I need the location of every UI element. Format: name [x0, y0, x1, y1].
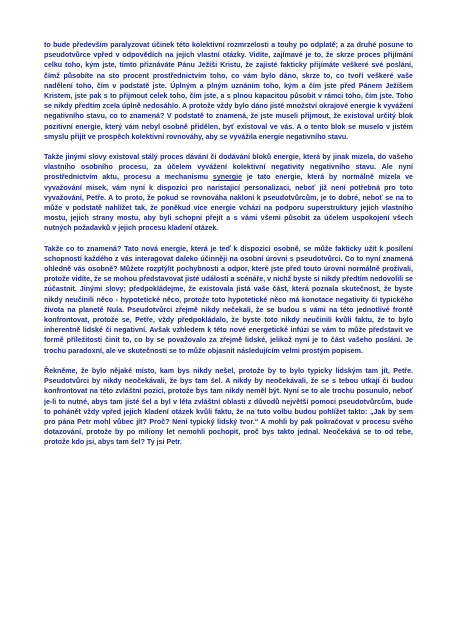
document-page	[44, 40, 413, 458]
paragraph-1: to bude především paralyzovat účinek této kolektivní rozmrzelosti a touhy po odplatě; a za druhé posune to pseudotvůrce vpřed v odpovědích na jejich vlastní otázky. Vidíte, zajímavé je to, že skrze proces přijímání celku toho, kým jste, tímto přiznáváte Pánu Ježíši Kristu, že zajisté fakticky přijímáte veškeré své poslání, čímž působíte na sto procent prostřednictvím toho, co vám bylo dáno, skrze to, co tvoří veškeré vaše nadělení toho, čím v podstatě jste. Úplným a plným uznáním toho, kým a čím jste před Pánem Ježíšem Kristem, jste pak s to přijmout celek toho, čím jste, a s plnou kapacitou působit v rámci toho, čím jste. Toho se nikdy předtím zcela úplně nedosáhlo. A protože vždy bylo dáno jisté množství okrajové energie k vyvážení negativního stavu, co to znamená? V podstatě to znamená, že jste museli přijmout, že existoval určitý blok pozitivní energie, který vám nebyl osobně přidělen, byť existoval ve vás. A o tento blok se muselo v jistém smyslu přijít ve prospěch kolektivní rovnováhy, aby se vyvážila energie negativního stavu.	[44, 41, 413, 141]
paragraph-2-text-before: Takže jinými slovy existoval stálý proces dávání či dodávání bloků energie, která by jinak mizela, do vašeho vlastního osobního procesu, za účelem vyvážení kolektivní negativity negativního stavu. Ale nyní prostřednictvím aktu, procesu a mechanismu	[44, 153, 413, 182]
paragraph-2-text-after: je tato energie, která by normálně mizela ve vyvažování misek, vám nyní k dispozici pro naristajicí personalizaci, neboť již není potřebná pro toto vyvažování, Petře. A to proto, že pokud se rovnováha nakloní k pseudotvůrcům, je to dobré, neboť se na to může v podstatě nahlížet tak, že poněkud více energie vchází na podporu superstruktury jejich vlastního mostu, jejich strany mostu, aby byli schopni přejít a s vámi všemi působit za účelem uspokojení všech nutných požadavků v jejich procesu kladení otázek.	[44, 173, 413, 233]
paragraph-4: Řekněme, že bylo nějaké místo, kam bys nikdy nešel, protože by to bylo typicky lidským tam jít, Petře. Pseudotvůrci by nikdy neočekávali, že bys tam šel. A nikdy by neočekávali, že se s tebou utkají či budou konfrontovat na této zvláštní pozici, protože bys tam nikdy neměl být. Nyní se to ale trochu posunulo, neboť je-li to nutné, abys tam jisté šel a byl v léta zvláštní oblasti z důvodů největší pomoci pseudotvůrcům, bude to pohánět vždy vpřed jejich kladení otázek kvůli faktu, že na tuto volbu budou pohlížet takto: „Jak by sem pro pána Petr mohl vůbec jít? Proč? Není typický lidský tvor.“ A mohli by pak pokračovat v procesu svého dotazování, protože by po miliony let nemohli pochopit, proč bys takto jednal. Neočekává se to od tebe, protože kdo jsi, abys tam šel? Ty jsi Petr.	[44, 366, 413, 447]
paragraph-2	[44, 152, 413, 234]
synergie-keyword: synergie	[212, 173, 243, 182]
paragraph-3: Takže co to znamená? Tato nová energie, která je teď k dispozici osobně, se může fakticky užít k posílení schopností každého z vás interagovat daleko účinněji na osobní úrovni s pseudotvůrci. Co to nyní znamená ohledně vás osobně? Můžete rozptýlit pochybnosti a odpor, které jste před touto úrovní normálně prožívali, protože vidíte, že se mohou představovat jisté události a scénáře, v nichž byste si nikdy předtím nedovolili se zúčastnit. Jinými slovy; předpokládejme, že existovala jistá vaše část, která poznala skutečnost, že byste nikdy neučinili něco - hypotetické něco, protože toto hypotetické něco má konotace negativity či typického života na planetě Nula. Pseudotvůrci zřejmě nikdy nečekali, že se budou s vámi na této jednotlivé frontě konfrontovat, protože se, Petře, vždy předpokládalo, že byste toto nikdy neučinili kvůli faktu, že to bylo inherentně lidské či negativní. Avšak vzhledem k této nové energetické infúzi se vám to může představit ve formě příležitosti činit to, co by se považovalo za zřejmě lidské, jelikož nyní je to část vašeho poslání. Je trochu paradoxní, ale ve skutečnosti se to může objasnit následujícím velmi prostým popisem.	[44, 244, 413, 355]
